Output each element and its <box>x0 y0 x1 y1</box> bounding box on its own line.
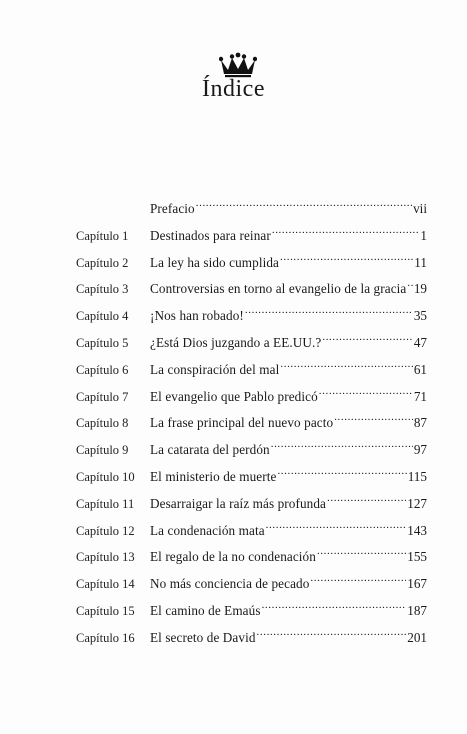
toc-entry <box>0 250 467 276</box>
chapter-label: Capítulo 5 <box>76 336 129 350</box>
toc-entry-line <box>150 330 427 356</box>
page-number: 167 <box>407 576 427 592</box>
dot-leader <box>407 280 412 293</box>
chapter-title: La ley ha sido cumplida <box>150 254 280 270</box>
dot-leader <box>277 468 406 481</box>
page-number: 19 <box>413 281 427 297</box>
toc-entry-line <box>150 518 427 544</box>
toc-entry-line <box>150 303 427 329</box>
page-number: 35 <box>413 308 427 324</box>
page-number: 143 <box>407 522 427 538</box>
toc-entry-line <box>150 223 427 249</box>
page-number: 155 <box>407 549 427 565</box>
toc-entry-line <box>150 410 427 436</box>
chapter-label: Capítulo 16 <box>76 630 135 645</box>
chapter-label: Capítulo 12 <box>76 523 135 538</box>
page-title: Índice <box>202 76 265 102</box>
dot-leader <box>272 227 420 240</box>
page-number: 11 <box>414 254 427 270</box>
dot-leader <box>280 361 412 374</box>
dot-leader <box>262 602 407 615</box>
toc-entry-line <box>150 544 427 570</box>
toc-entry <box>0 571 467 597</box>
dot-leader <box>310 575 406 588</box>
toc-entry-line <box>150 571 427 597</box>
toc-entry-line <box>150 598 427 624</box>
dot-leader <box>257 629 407 642</box>
dot-leader <box>319 387 413 400</box>
page-number: 115 <box>407 469 427 484</box>
toc-entry-line <box>150 357 427 383</box>
page-number: 71 <box>413 388 427 404</box>
chapter-title: El regalo de la no condenación <box>150 549 316 565</box>
dot-leader <box>271 441 413 454</box>
toc-entry <box>0 437 467 463</box>
toc-entry <box>0 464 467 490</box>
chapter-title: El evangelio que Pablo predicó <box>150 388 318 404</box>
chapter-title: Controversias en torno al evangelio de la gracia <box>150 281 407 297</box>
toc-entry-line <box>150 491 427 517</box>
toc-entry-line <box>150 276 427 302</box>
toc-entry <box>0 625 467 651</box>
chapter-title: La catarata del perdón <box>150 442 270 458</box>
chapter-label: Capítulo 2 <box>76 255 129 270</box>
chapter-label: Capítulo 4 <box>76 309 129 324</box>
toc-entry <box>0 518 467 544</box>
chapter-label: Capítulo 8 <box>76 416 129 431</box>
chapter-title: La conspiración del mal <box>150 361 280 377</box>
toc-entry-line <box>150 384 427 410</box>
chapter-title: El camino de Emaús <box>150 603 261 618</box>
dot-leader <box>322 334 412 347</box>
toc-entry-line <box>150 625 427 651</box>
page-number: 1 <box>420 227 427 243</box>
page-number: 61 <box>413 361 427 377</box>
toc-entry <box>0 357 467 383</box>
dot-leader <box>327 495 406 508</box>
dot-leader <box>245 307 413 320</box>
toc-entry <box>0 544 467 570</box>
chapter-title: Destinados para reinar <box>150 227 271 243</box>
chapter-title: Desarraigar la raíz más profunda <box>150 495 327 511</box>
toc-entry-line <box>150 250 427 276</box>
dot-leader <box>317 548 406 561</box>
chapter-label: Capítulo 10 <box>76 470 135 484</box>
chapter-label: Capítulo 13 <box>76 550 135 565</box>
chapter-label: Capítulo 7 <box>76 389 129 404</box>
crown-icon <box>219 52 257 78</box>
chapter-label: Capítulo 14 <box>76 577 135 592</box>
chapter-title: El secreto de David <box>150 629 256 645</box>
chapter-title: ¡Nos han robado! <box>150 308 244 324</box>
chapter-title: Prefacio <box>150 201 195 216</box>
chapter-label: Capítulo 1 <box>76 228 129 243</box>
toc-entry <box>0 410 467 436</box>
chapter-title: La condenación mata <box>150 522 265 538</box>
toc-entry <box>0 598 467 624</box>
page-number: 97 <box>413 442 427 458</box>
toc-entry-line <box>150 437 427 463</box>
toc-entry-line <box>150 464 427 490</box>
chapter-title: No más conciencia de pecado <box>150 576 310 592</box>
toc-entry <box>0 491 467 517</box>
chapter-label: Capítulo 3 <box>76 282 129 297</box>
chapter-label: Capítulo 15 <box>76 604 135 618</box>
page-number: 127 <box>407 495 427 511</box>
toc-entry <box>0 196 467 222</box>
toc-entry <box>0 276 467 302</box>
chapter-label: Capítulo 6 <box>76 362 129 377</box>
toc-entry <box>0 330 467 356</box>
toc-entry-line <box>150 196 427 222</box>
chapter-label: Capítulo 9 <box>76 443 129 458</box>
dot-leader <box>196 200 412 213</box>
page-number: 87 <box>413 415 427 431</box>
dot-leader <box>280 253 413 266</box>
toc-entry <box>0 223 467 249</box>
page-number: vii <box>413 201 427 216</box>
dot-leader <box>334 414 413 427</box>
page-number: 201 <box>407 629 427 645</box>
chapter-title: La frase principal del nuevo pacto <box>150 415 334 431</box>
toc-entry <box>0 384 467 410</box>
dot-leader <box>266 521 407 534</box>
chapter-title: ¿Está Dios juzgando a EE.UU.? <box>150 335 322 350</box>
chapter-title: El ministerio de muerte <box>150 469 277 484</box>
chapter-label: Capítulo 11 <box>76 496 135 511</box>
page-number: 47 <box>413 335 427 350</box>
toc-entry <box>0 303 467 329</box>
page-number: 187 <box>407 603 427 618</box>
